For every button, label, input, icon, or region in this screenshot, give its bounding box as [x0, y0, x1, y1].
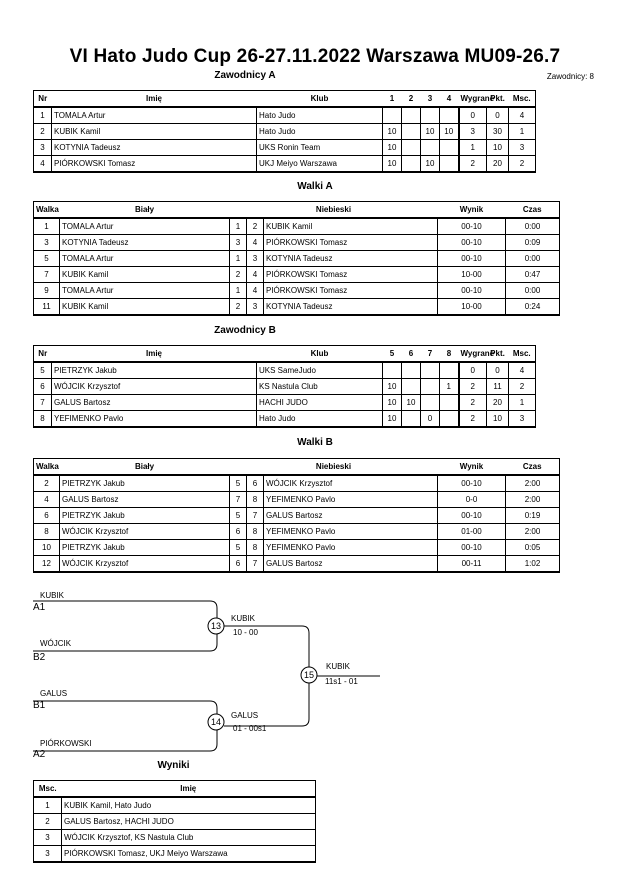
- table-cell: KOTYNIA Tadeusz: [264, 299, 438, 316]
- fights-b-row: [34, 475, 560, 492]
- table-cell: 1: [230, 218, 247, 235]
- table-cell: KUBIK Kamil: [60, 299, 230, 316]
- col-name: Imię: [62, 781, 316, 798]
- table-cell: 3: [230, 235, 247, 251]
- fight-14-score: 01 - 00s1: [233, 724, 267, 733]
- bracket-p1-name: KUBIK: [40, 591, 65, 600]
- table-cell: WÓJCIK Krzysztof: [264, 475, 438, 492]
- table-cell: 00-10: [438, 218, 506, 235]
- table-cell: WÓJCIK Krzysztof: [52, 379, 257, 395]
- col-3: 3: [421, 91, 440, 108]
- fights-b-title: Walki B: [297, 437, 333, 448]
- table-cell: 3: [247, 299, 264, 316]
- table-cell: 10: [383, 124, 402, 140]
- table-cell: 3: [459, 124, 487, 140]
- results-row: [34, 846, 316, 863]
- table-cell: GALUS Bartosz: [264, 508, 438, 524]
- table-cell: 10: [421, 124, 440, 140]
- table-cell: 2: [459, 379, 487, 395]
- table-cell: 11: [34, 299, 60, 316]
- table-cell: 2: [247, 218, 264, 235]
- table-cell: 10: [421, 156, 440, 173]
- table-cell: 1: [230, 283, 247, 299]
- table-cell: UKS SameJudo: [257, 362, 383, 379]
- fights-a-row: [34, 235, 560, 251]
- table-cell: 10: [383, 379, 402, 395]
- table-cell: KS Nastula Club: [257, 379, 383, 395]
- table-cell: 5: [34, 362, 52, 379]
- table-cell: 7: [34, 395, 52, 411]
- table-cell: 1: [230, 251, 247, 267]
- bracket-p1-seed: A1: [33, 602, 46, 613]
- table-cell: PIETRZYK Jakub: [60, 540, 230, 556]
- table-cell: 7: [247, 556, 264, 573]
- fight-14-winner: GALUS: [231, 711, 259, 720]
- table-cell: 3: [509, 411, 536, 428]
- table-cell: 6: [34, 379, 52, 395]
- table-cell: 5: [34, 251, 60, 267]
- group-b-header: [34, 346, 536, 363]
- fight-13-winner: KUBIK: [231, 614, 256, 623]
- col-club: Klub: [257, 91, 383, 108]
- table-cell: 8: [247, 524, 264, 540]
- table-cell: 7: [34, 267, 60, 283]
- fights-b-row: [34, 508, 560, 524]
- table-cell: YEFIMENKO Pavlo: [52, 411, 257, 428]
- results-table: [33, 780, 316, 863]
- col-2: 2: [402, 91, 421, 108]
- group-b-row: [34, 362, 536, 379]
- fight-13-number: 13: [210, 621, 221, 631]
- table-cell: WÓJCIK Krzysztof: [60, 524, 230, 540]
- fights-b-row: [34, 524, 560, 540]
- table-cell: [421, 379, 440, 395]
- table-cell: [402, 107, 421, 124]
- fights-a-table: [33, 201, 560, 316]
- fights-a-row: [34, 299, 560, 316]
- table-cell: 4: [509, 107, 536, 124]
- bracket-p2-name: WÓJCIK: [40, 639, 72, 648]
- col-time: Czas: [506, 202, 560, 219]
- table-cell: YEFIMENKO Pavlo: [264, 540, 438, 556]
- table-cell: 7: [230, 492, 247, 508]
- col-6: 6: [402, 346, 421, 363]
- col-points: Pkt.: [487, 91, 509, 108]
- table-cell: 2: [230, 299, 247, 316]
- fight-14-number: 14: [210, 717, 221, 727]
- col-result: Wynik: [438, 202, 506, 219]
- col-nr: Nr: [34, 346, 52, 363]
- group-a-row: [34, 156, 536, 173]
- bracket-p4-name: PIÓRKOWSKI: [40, 739, 92, 748]
- col-white: Biały: [60, 459, 230, 476]
- results-row: [34, 814, 316, 830]
- table-cell: [440, 156, 459, 173]
- table-cell: 1: [509, 124, 536, 140]
- table-cell: 0: [487, 362, 509, 379]
- bracket-p4-seed: A2: [33, 749, 46, 760]
- table-cell: 1:02: [506, 556, 560, 573]
- table-cell: 2: [459, 411, 487, 428]
- table-cell: [402, 379, 421, 395]
- table-cell: Hato Judo: [257, 411, 383, 428]
- table-cell: KUBIK Kamil: [60, 267, 230, 283]
- table-cell: 2: [34, 475, 60, 492]
- col-blue: Niebieski: [230, 202, 438, 219]
- table-cell: [421, 362, 440, 379]
- table-cell: 2: [230, 267, 247, 283]
- table-cell: Hato Judo: [257, 107, 383, 124]
- table-cell: 3: [247, 251, 264, 267]
- table-cell: 1: [440, 379, 459, 395]
- table-cell: [421, 107, 440, 124]
- table-cell: [440, 411, 459, 428]
- table-cell: 10: [440, 124, 459, 140]
- table-cell: GALUS Bartosz: [52, 395, 257, 411]
- table-cell: [402, 362, 421, 379]
- table-cell: TOMALA Artur: [60, 218, 230, 235]
- col-points: Pkt.: [487, 346, 509, 363]
- table-cell: [402, 156, 421, 173]
- table-cell: KOTYNIA Tadeusz: [52, 140, 257, 156]
- table-cell: 00-10: [438, 540, 506, 556]
- page-title: VI Hato Judo Cup 26-27.11.2022 Warszawa MU09-26.7: [69, 46, 561, 67]
- table-cell: 4: [247, 283, 264, 299]
- table-cell: PIÓRKOWSKI Tomasz: [264, 283, 438, 299]
- table-cell: 10: [487, 140, 509, 156]
- group-a-table: [33, 90, 536, 173]
- results-title: Wyniki: [157, 760, 190, 771]
- col-wins: Wygrane: [459, 346, 487, 363]
- table-cell: 00-10: [438, 508, 506, 524]
- group-a-header: [34, 91, 536, 108]
- table-cell: 00-10: [438, 235, 506, 251]
- table-cell: 01-00: [438, 524, 506, 540]
- table-cell: 0:05: [506, 540, 560, 556]
- table-cell: 00-10: [438, 475, 506, 492]
- table-cell: 10: [383, 395, 402, 411]
- table-cell: 0: [459, 107, 487, 124]
- table-cell: Hato Judo: [257, 124, 383, 140]
- table-cell: [421, 140, 440, 156]
- fights-a-row: [34, 267, 560, 283]
- table-cell: 0:00: [506, 251, 560, 267]
- group-b-row: [34, 379, 536, 395]
- table-cell: 4: [247, 235, 264, 251]
- table-cell: 00-10: [438, 251, 506, 267]
- competitors-count: Zawodnicy: 8: [546, 72, 594, 81]
- table-cell: 0: [487, 107, 509, 124]
- table-cell: 00-10: [438, 283, 506, 299]
- table-cell: 1: [34, 107, 52, 124]
- fight-15-number: 15: [303, 670, 314, 680]
- results-row: [34, 830, 316, 846]
- table-cell: 3: [34, 235, 60, 251]
- table-cell: 8: [247, 540, 264, 556]
- table-cell: WÓJCIK Krzysztof: [60, 556, 230, 573]
- col-club: Klub: [257, 346, 383, 363]
- table-cell: 1: [509, 395, 536, 411]
- table-cell: PIETRZYK Jakub: [60, 475, 230, 492]
- table-cell: 0: [421, 411, 440, 428]
- table-cell: PIÓRKOWSKI Tomasz: [52, 156, 257, 173]
- table-cell: PIÓRKOWSKI Tomasz: [264, 267, 438, 283]
- table-cell: KUBIK Kamil: [52, 124, 257, 140]
- col-fight: Walka: [34, 202, 60, 219]
- fights-b-row: [34, 492, 560, 508]
- fights-b-header: [34, 459, 560, 476]
- table-cell: WÓJCIK Krzysztof, KS Nastula Club: [62, 830, 316, 846]
- fight-13-score: 10 - 00: [233, 628, 258, 637]
- col-blue: Niebieski: [230, 459, 438, 476]
- fights-b-row: [34, 556, 560, 573]
- col-fight: Walka: [34, 459, 60, 476]
- col-5: 5: [383, 346, 402, 363]
- table-cell: 0-0: [438, 492, 506, 508]
- table-cell: 10: [383, 156, 402, 173]
- table-cell: 30: [487, 124, 509, 140]
- table-cell: 10-00: [438, 299, 506, 316]
- table-cell: 6: [34, 508, 60, 524]
- col-name: Imię: [52, 346, 257, 363]
- table-cell: TOMALA Artur: [60, 283, 230, 299]
- table-cell: 0:00: [506, 283, 560, 299]
- table-cell: 8: [34, 411, 52, 428]
- table-cell: 3: [34, 846, 62, 863]
- table-cell: [402, 124, 421, 140]
- fights-a-row: [34, 251, 560, 267]
- table-cell: 0:24: [506, 299, 560, 316]
- table-cell: 2:00: [506, 475, 560, 492]
- table-cell: 2: [459, 156, 487, 173]
- table-cell: 10-00: [438, 267, 506, 283]
- col-white: Biały: [60, 202, 230, 219]
- table-cell: 11: [487, 379, 509, 395]
- table-cell: 10: [383, 140, 402, 156]
- table-cell: 9: [34, 283, 60, 299]
- table-cell: GALUS Bartosz: [60, 492, 230, 508]
- table-cell: UKS Ronin Team: [257, 140, 383, 156]
- table-cell: YEFIMENKO Pavlo: [264, 524, 438, 540]
- col-nr: Nr: [34, 91, 52, 108]
- table-cell: HACHI JUDO: [257, 395, 383, 411]
- table-cell: [383, 362, 402, 379]
- table-cell: 2: [34, 124, 52, 140]
- fights-b-row: [34, 540, 560, 556]
- table-cell: YEFIMENKO Pavlo: [264, 492, 438, 508]
- bracket-lines: [0, 580, 630, 760]
- table-cell: 10: [383, 411, 402, 428]
- fights-b-table: [33, 458, 560, 573]
- table-cell: 2: [509, 379, 536, 395]
- table-cell: 3: [34, 140, 52, 156]
- col-wins: Wygrane: [459, 91, 487, 108]
- table-cell: TOMALA Artur: [60, 251, 230, 267]
- table-cell: PIETRZYK Jakub: [52, 362, 257, 379]
- table-cell: 2: [459, 395, 487, 411]
- group-a-row: [34, 140, 536, 156]
- table-cell: 20: [487, 156, 509, 173]
- table-cell: 5: [230, 508, 247, 524]
- table-cell: 0:09: [506, 235, 560, 251]
- table-cell: GALUS Bartosz, HACHI JUDO: [62, 814, 316, 830]
- table-cell: 12: [34, 556, 60, 573]
- fights-a-row: [34, 283, 560, 299]
- table-cell: 2:00: [506, 524, 560, 540]
- table-cell: KOTYNIA Tadeusz: [264, 251, 438, 267]
- table-cell: 4: [247, 267, 264, 283]
- results-row: [34, 797, 316, 814]
- col-result: Wynik: [438, 459, 506, 476]
- col-8: 8: [440, 346, 459, 363]
- table-cell: 1: [34, 797, 62, 814]
- table-cell: 8: [247, 492, 264, 508]
- table-cell: [402, 140, 421, 156]
- table-cell: TOMALA Artur: [52, 107, 257, 124]
- bracket-p3-name: GALUS: [40, 689, 68, 698]
- table-cell: 0: [459, 362, 487, 379]
- table-cell: 8: [34, 524, 60, 540]
- table-cell: PIÓRKOWSKI Tomasz: [264, 235, 438, 251]
- table-cell: 10: [487, 411, 509, 428]
- table-cell: 2: [509, 156, 536, 173]
- table-cell: 5: [230, 540, 247, 556]
- table-cell: 4: [34, 156, 52, 173]
- group-a-row: [34, 107, 536, 124]
- fight-15-score: 11s1 - 01: [325, 677, 358, 686]
- col-place: Msc.: [509, 346, 536, 363]
- table-cell: [440, 107, 459, 124]
- group-b-row: [34, 411, 536, 428]
- fights-a-title: Walki A: [297, 181, 333, 192]
- table-cell: KUBIK Kamil, Hato Judo: [62, 797, 316, 814]
- col-name: Imię: [52, 91, 257, 108]
- col-place: Msc.: [34, 781, 62, 798]
- table-cell: UKJ Meiyo Warszawa: [257, 156, 383, 173]
- bracket-p2-seed: B2: [33, 652, 46, 663]
- table-cell: 3: [34, 830, 62, 846]
- fights-a-row: [34, 218, 560, 235]
- table-cell: 6: [247, 475, 264, 492]
- table-cell: 20: [487, 395, 509, 411]
- table-cell: 4: [34, 492, 60, 508]
- table-cell: 2:00: [506, 492, 560, 508]
- table-cell: 5: [230, 475, 247, 492]
- table-cell: 7: [247, 508, 264, 524]
- table-cell: GALUS Bartosz: [264, 556, 438, 573]
- table-cell: 10: [34, 540, 60, 556]
- fights-a-header: [34, 202, 560, 219]
- table-cell: [383, 107, 402, 124]
- table-cell: PIÓRKOWSKI Tomasz, UKJ Meiyo Warszawa: [62, 846, 316, 863]
- table-cell: 0:47: [506, 267, 560, 283]
- table-cell: 6: [230, 556, 247, 573]
- group-a-row: [34, 124, 536, 140]
- col-1: 1: [383, 91, 402, 108]
- table-cell: 4: [509, 362, 536, 379]
- group-a-title: Zawodnicy A: [214, 70, 276, 81]
- table-cell: KUBIK Kamil: [264, 218, 438, 235]
- group-b-row: [34, 395, 536, 411]
- table-cell: 2: [34, 814, 62, 830]
- table-cell: 1: [459, 140, 487, 156]
- table-cell: 3: [509, 140, 536, 156]
- col-place: Msc.: [509, 91, 536, 108]
- table-cell: [440, 362, 459, 379]
- table-cell: 0:00: [506, 218, 560, 235]
- col-7: 7: [421, 346, 440, 363]
- table-cell: 1: [34, 218, 60, 235]
- bracket-p3-seed: B1: [33, 700, 46, 711]
- table-cell: 0:19: [506, 508, 560, 524]
- table-cell: [421, 395, 440, 411]
- table-cell: [402, 411, 421, 428]
- group-b-title: Zawodnicy B: [214, 325, 276, 336]
- table-cell: PIETRZYK Jakub: [60, 508, 230, 524]
- table-cell: [440, 395, 459, 411]
- table-cell: 10: [402, 395, 421, 411]
- col-time: Czas: [506, 459, 560, 476]
- results-header: [34, 781, 316, 798]
- col-4: 4: [440, 91, 459, 108]
- fight-15-winner: KUBIK: [326, 662, 351, 671]
- table-cell: 6: [230, 524, 247, 540]
- table-cell: 00-11: [438, 556, 506, 573]
- table-cell: [440, 140, 459, 156]
- table-cell: KOTYNIA Tadeusz: [60, 235, 230, 251]
- group-b-table: [33, 345, 536, 428]
